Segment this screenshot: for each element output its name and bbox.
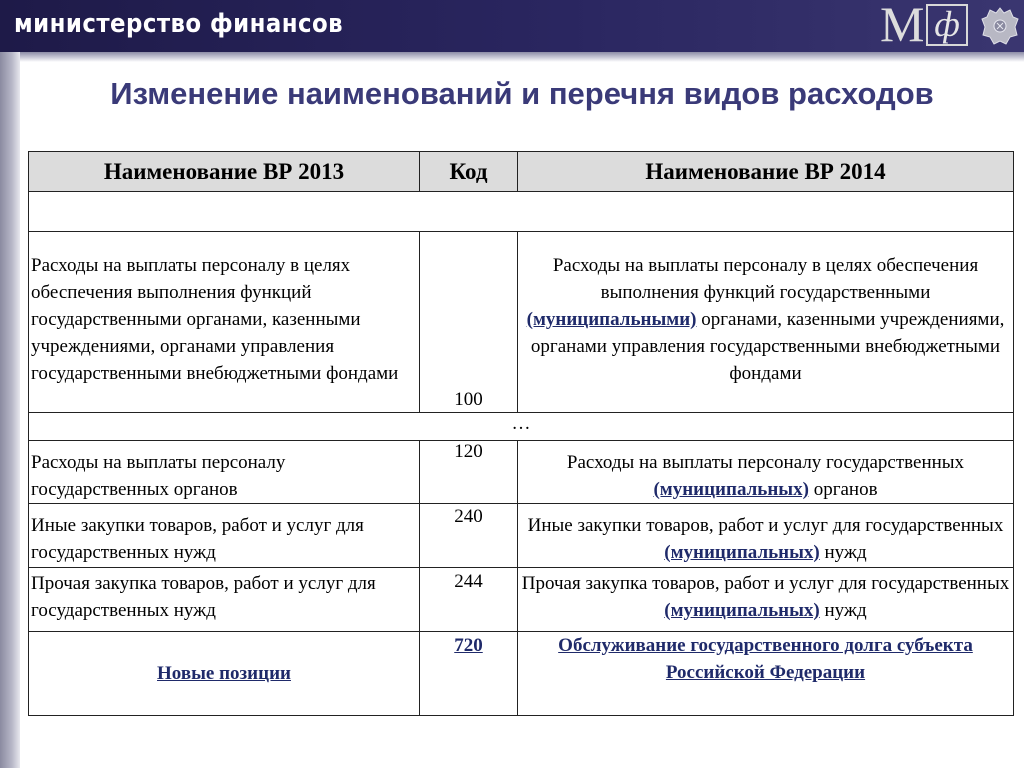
new-positions-link[interactable]: Новые позиции: [157, 662, 291, 684]
minfin-logo: [872, 0, 976, 52]
header-shadow: [20, 52, 1024, 62]
expense-types-table: [28, 151, 1014, 716]
new-name-text: нужд: [819, 600, 867, 621]
new-positions-cell: [29, 632, 420, 716]
old-name-cell: Прочая закупка товаров, работ и услуг для государственных нужд: [29, 568, 420, 632]
new-name-text: нужд: [819, 542, 867, 563]
old-name-cell: Расходы на выплаты персоналу государственных органов: [29, 441, 420, 504]
old-name-cell: Расходы на выплаты персоналу в целях обеспечения выполнения функций государственными органами, казенными учреждениями, органами управления государственными внебюджетными фондами: [29, 232, 420, 413]
code-cell: 240: [420, 504, 518, 568]
table-ellipsis-row: [29, 413, 1014, 441]
table-row-new-positions: [29, 632, 1014, 716]
new-name-text: Прочая закупка товаров, работ и услуг для государственных: [521, 573, 1010, 594]
municipal-link[interactable]: (муниципальных): [664, 542, 820, 563]
header-name-2014: Наименование ВР 2014: [518, 152, 1014, 192]
table-empty-row: [29, 192, 1014, 232]
new-name-text: Расходы на выплаты персоналу государственных: [566, 452, 965, 473]
new-name-cell: [518, 568, 1014, 632]
new-name-text: Расходы на выплаты персоналу в целях обеспечения выполнения функций государственными: [552, 255, 979, 303]
table-header-row: [29, 152, 1014, 192]
ministry-name: министерство финансов: [14, 9, 344, 39]
logo-letter-m: М: [880, 0, 925, 52]
new-name-cell: [518, 632, 1014, 716]
code-cell: 100: [420, 232, 518, 413]
table-row: [29, 504, 1014, 568]
new-code-link[interactable]: 720: [454, 635, 483, 656]
empty-cell: [29, 192, 1014, 232]
debt-service-link[interactable]: Обслуживание государственного долга субъекта Российской Федерации: [558, 635, 973, 683]
page-title: Изменение наименований и перечня видов расходов: [110, 76, 934, 111]
header-code: Код: [420, 152, 518, 192]
table-row: [29, 568, 1014, 632]
logo-letter-f: ф: [926, 4, 968, 46]
code-cell: 244: [420, 568, 518, 632]
new-name-text: органов: [808, 479, 878, 500]
header-name-2013: Наименование ВР 2013: [29, 152, 420, 192]
header-bar: [0, 0, 1024, 52]
code-cell: [420, 632, 518, 716]
code-cell: 120: [420, 441, 518, 504]
coat-of-arms-icon: [980, 5, 1020, 47]
new-name-text: органами, казенными учреждениями, органами управления государственными внебюджетными фондами: [530, 309, 1005, 384]
municipal-link[interactable]: (муниципальных): [664, 600, 820, 621]
municipal-link[interactable]: (муниципальных): [653, 479, 809, 500]
new-name-cell: [518, 441, 1014, 504]
old-name-cell: Иные закупки товаров, работ и услуг для государственных нужд: [29, 504, 420, 568]
table-row: [29, 232, 1014, 413]
municipal-link[interactable]: (муниципальными): [526, 309, 697, 330]
left-border-strip: [0, 52, 20, 768]
new-name-cell: [518, 232, 1014, 413]
table-row: [29, 441, 1014, 504]
new-name-text: Иные закупки товаров, работ и услуг для государственных: [527, 515, 1004, 536]
ellipsis-cell: …: [29, 413, 1014, 441]
new-name-cell: [518, 504, 1014, 568]
